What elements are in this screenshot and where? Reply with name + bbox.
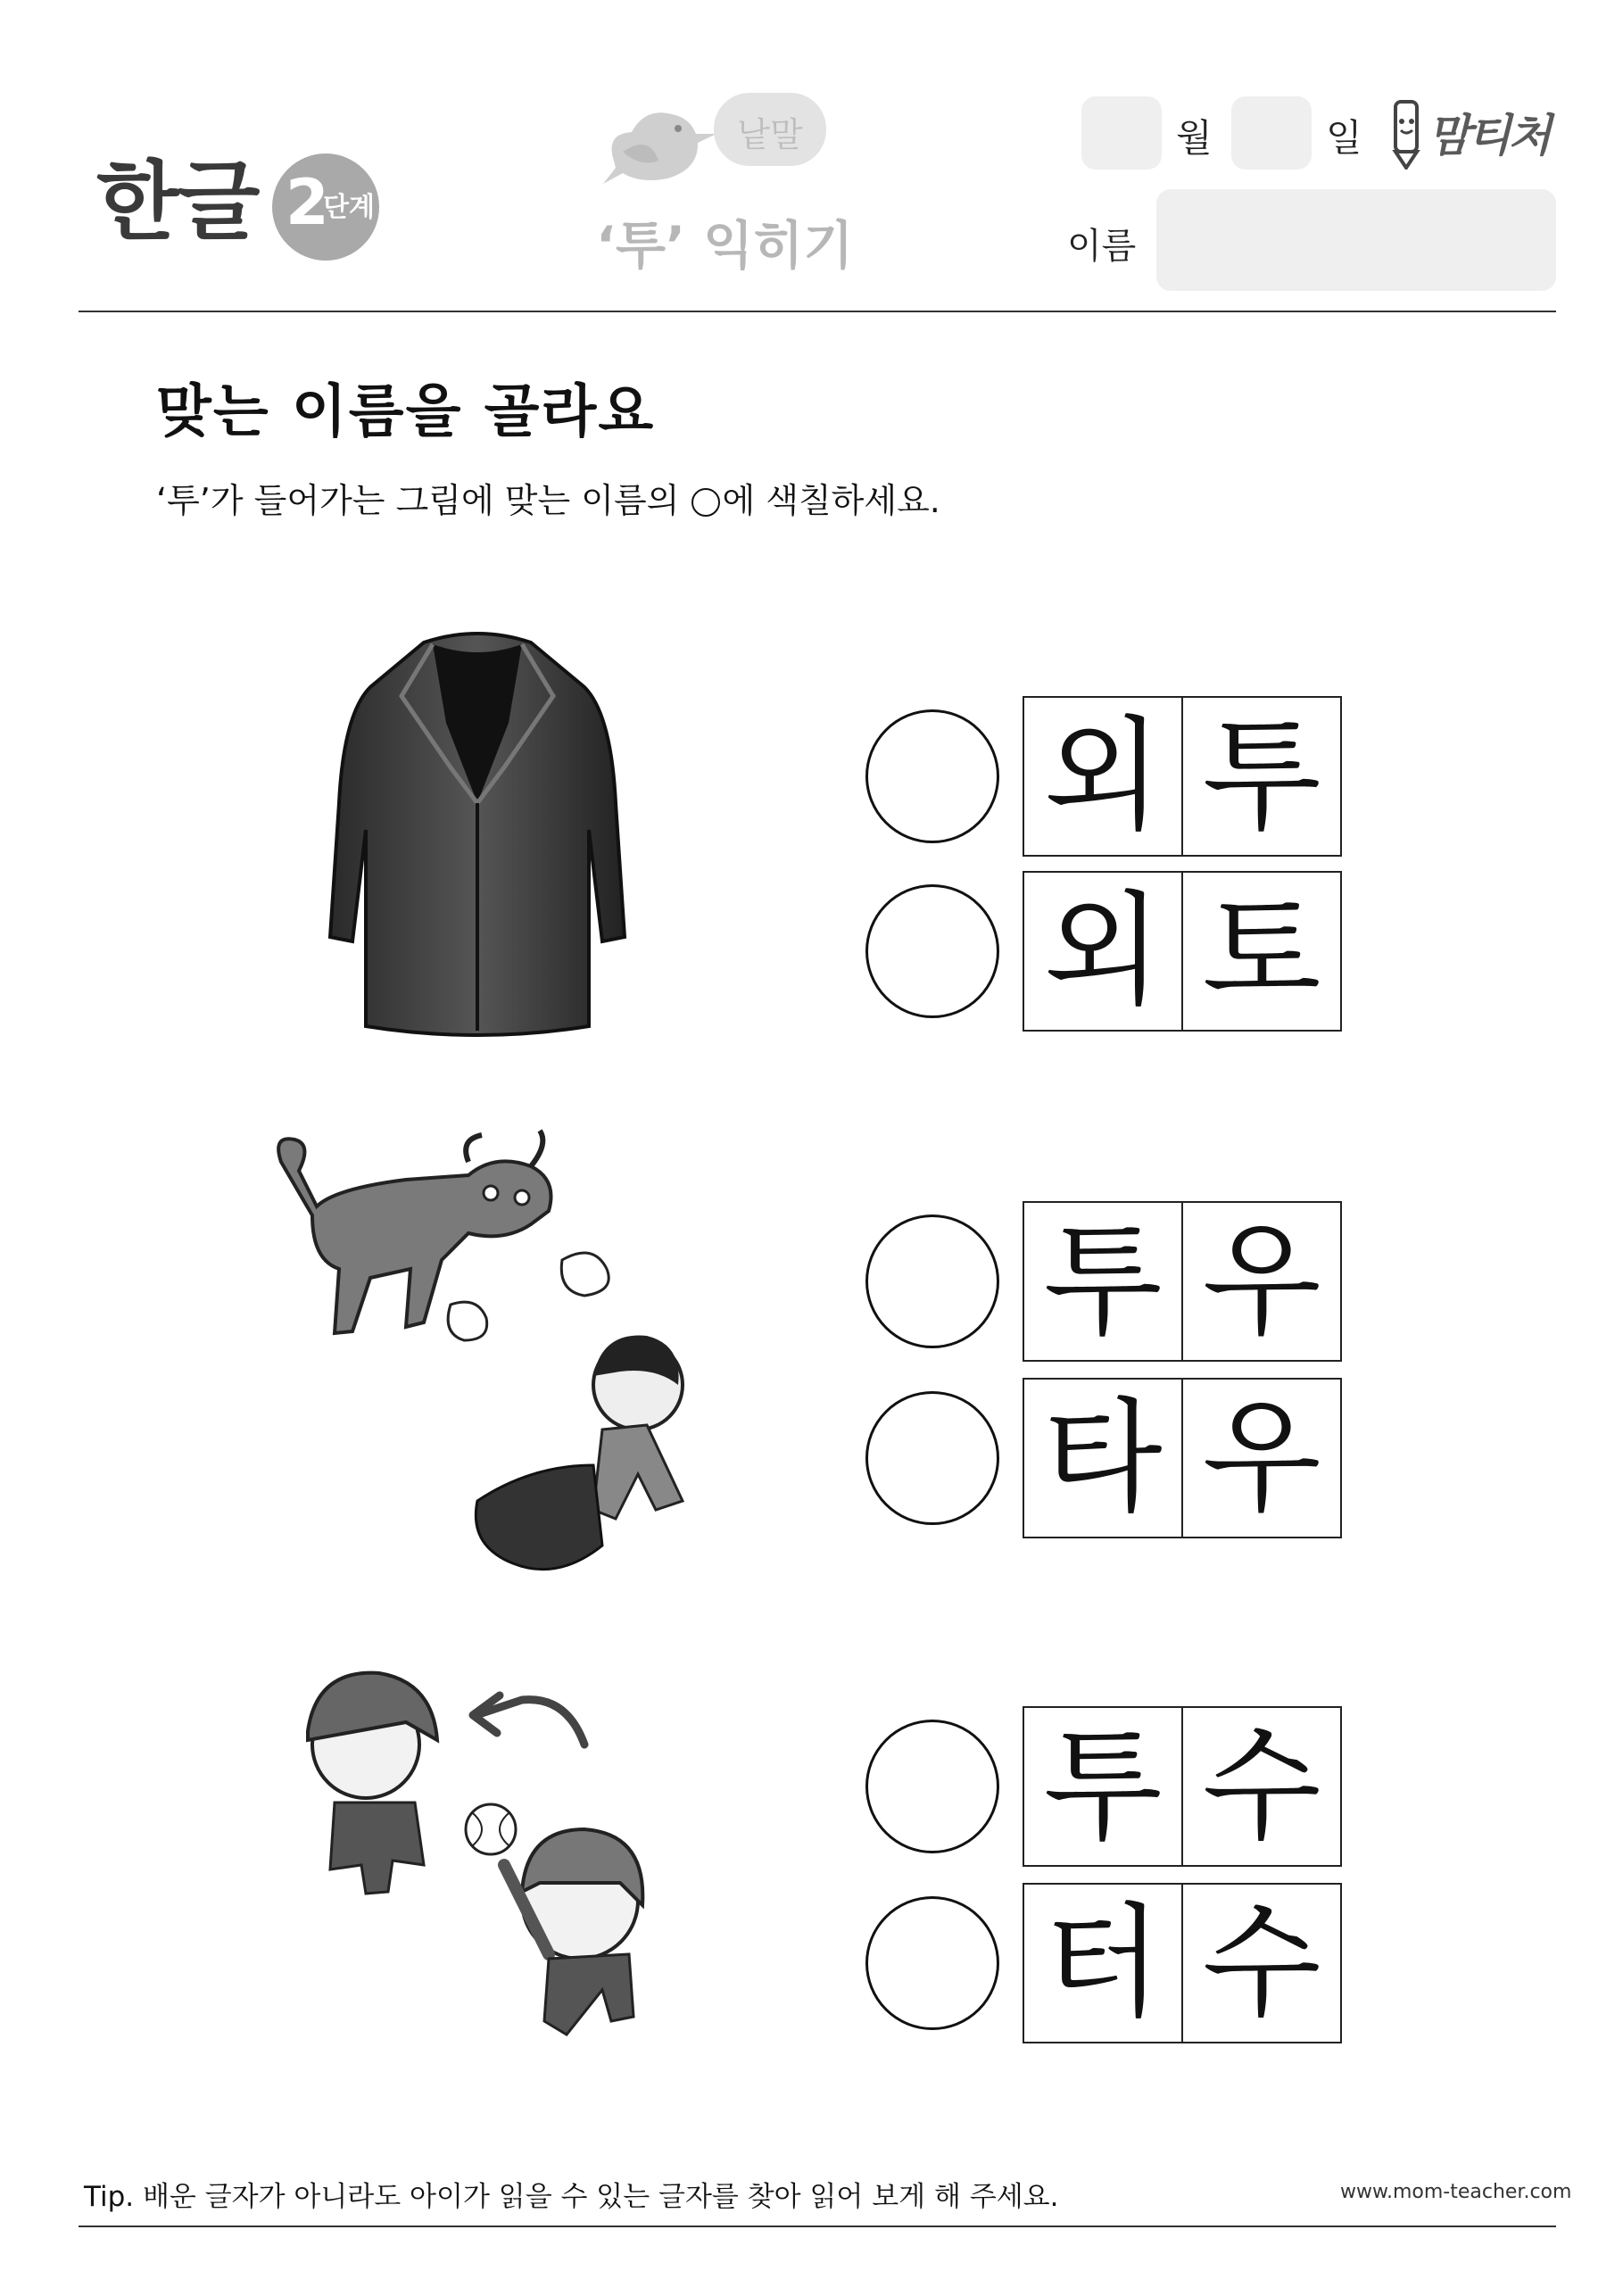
day-input[interactable] xyxy=(1231,96,1312,170)
syllable-box: 외 xyxy=(1023,871,1183,1032)
syllable-box: 투 xyxy=(1023,1706,1183,1867)
tip-text: Tip. 배운 글자가 아니라도 아이가 읽을 수 있는 글자를 찾아 읽어 보게 해 주세요. xyxy=(84,2181,1059,2213)
choice-3b[interactable] xyxy=(865,1883,1347,2043)
answer-circle[interactable] xyxy=(865,1896,999,2030)
syllable-box: 수 xyxy=(1181,1883,1342,2043)
bird-icon xyxy=(596,98,730,196)
answer-circle[interactable] xyxy=(865,709,999,843)
category-label: 낱말 xyxy=(737,115,803,154)
choice-1a[interactable] xyxy=(865,696,1347,857)
syllable-box: 투 xyxy=(1181,696,1342,857)
answer-circle[interactable] xyxy=(865,1720,999,1853)
instruction-text-before: ‘투’가 들어가는 그림에 맞는 이름의 xyxy=(156,481,691,520)
choice-3a[interactable] xyxy=(865,1706,1347,1867)
lesson-title: ‘투’ 익히기 xyxy=(596,215,854,276)
name-label: 이름 xyxy=(1067,226,1137,267)
syllable-box: 우 xyxy=(1181,1201,1342,1362)
syllable-box: 외 xyxy=(1023,696,1183,857)
bullfight-image xyxy=(263,1126,709,1581)
activity-title: 맞는 이름을 골라요 xyxy=(156,379,656,445)
level-unit: 단계 xyxy=(323,192,375,223)
syllable-box: 타 xyxy=(1023,1378,1183,1538)
baseball-pitcher-image xyxy=(281,1660,709,2079)
syllable-box: 투 xyxy=(1023,1201,1183,1362)
site-url: www.mom-teacher.com xyxy=(1340,2181,1572,2203)
instruction-text-after: 에 색칠하세요. xyxy=(722,481,940,520)
level-number: 2 xyxy=(286,166,329,239)
syllable-box: 토 xyxy=(1181,871,1342,1032)
choice-2a[interactable] xyxy=(865,1201,1347,1362)
syllable-box: 수 xyxy=(1181,1706,1342,1867)
answer-circle[interactable] xyxy=(865,884,999,1018)
syllable-box: 우 xyxy=(1181,1378,1342,1538)
activity-instruction xyxy=(156,473,940,522)
pencil-icon xyxy=(1388,96,1424,170)
syllable-box: 터 xyxy=(1023,1883,1183,2043)
choice-1b[interactable] xyxy=(865,871,1347,1032)
month-input[interactable] xyxy=(1081,96,1162,170)
month-label: 월 xyxy=(1176,116,1213,160)
answer-circle[interactable] xyxy=(865,1214,999,1348)
logo-text: 맘티처 xyxy=(1428,110,1549,162)
circle-icon xyxy=(691,488,720,517)
footer-divider xyxy=(79,2226,1556,2227)
coat-image xyxy=(317,625,638,1044)
answer-circle[interactable] xyxy=(865,1391,999,1525)
choice-2b[interactable] xyxy=(865,1378,1347,1538)
day-label: 일 xyxy=(1326,116,1362,160)
brand-title: 한글 xyxy=(96,152,259,252)
name-input[interactable] xyxy=(1156,189,1556,291)
header-divider xyxy=(79,311,1556,312)
